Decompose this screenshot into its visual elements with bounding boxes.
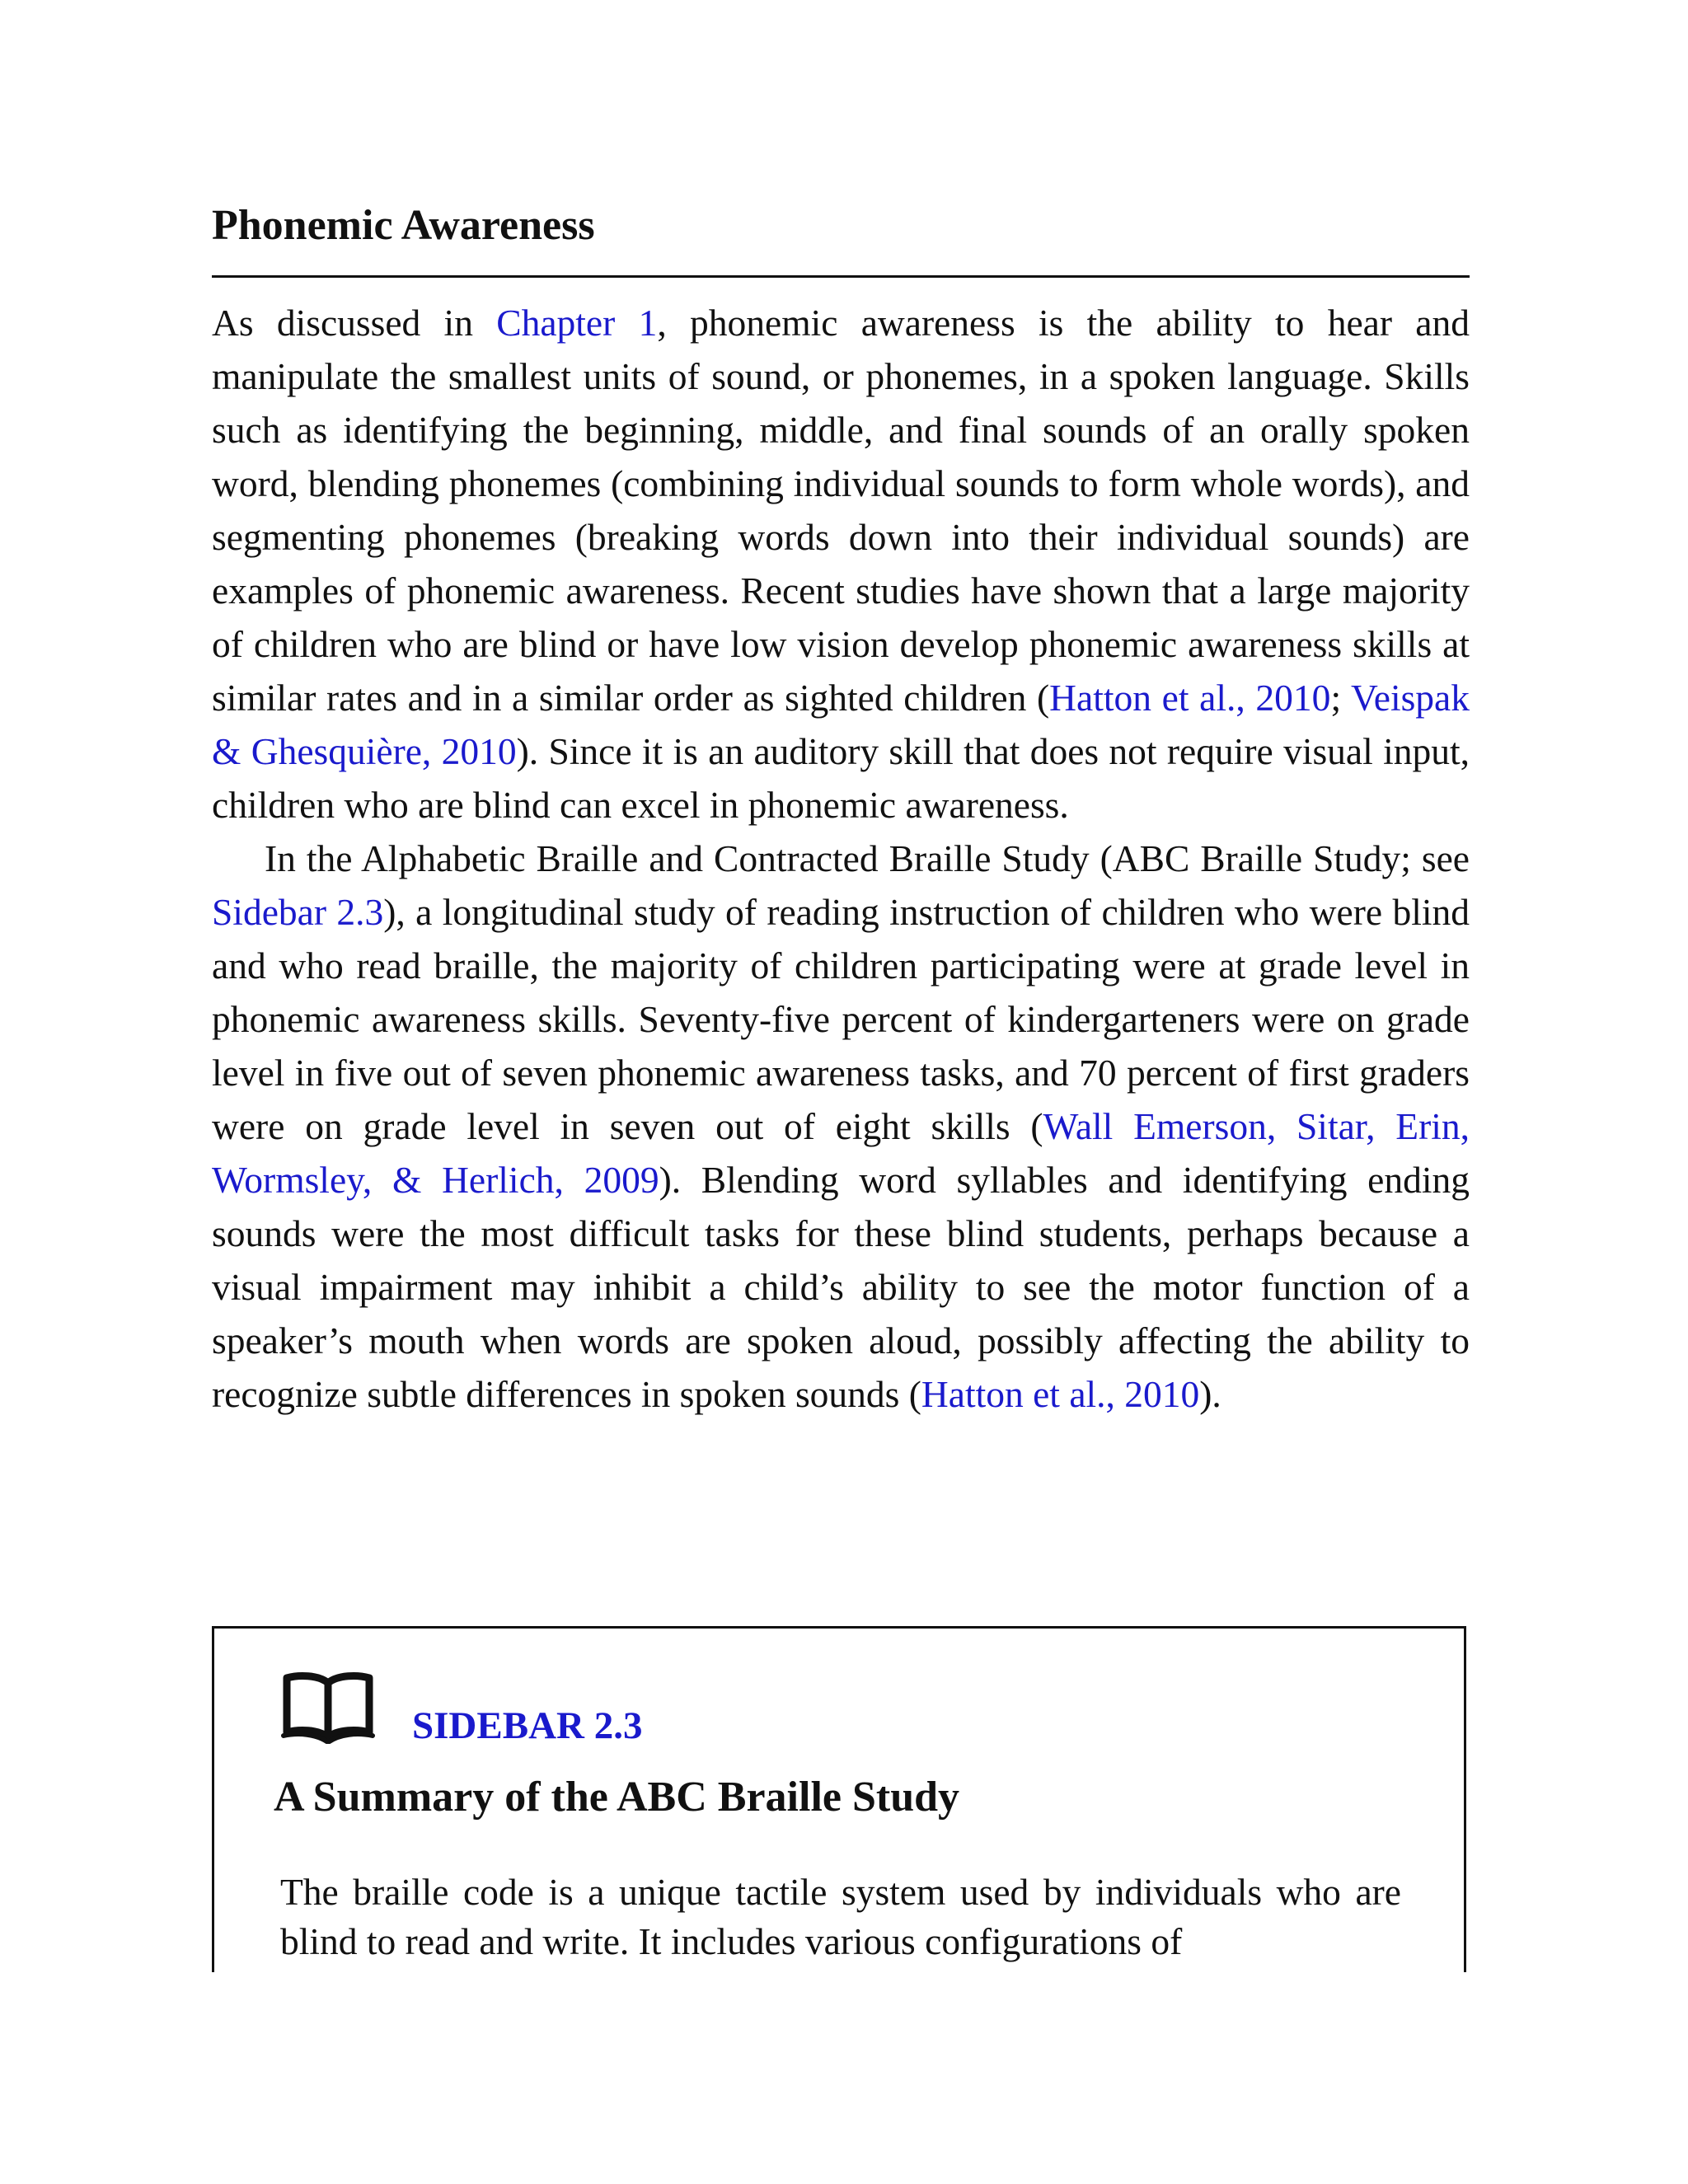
paragraph-2-text-1: In the Alphabetic Braille and Contracted Braille Study (ABC Braille Study; see [265,837,1470,879]
main-content [212,196,1470,1421]
chapter-1-link[interactable]: Chapter 1 [496,302,658,344]
sidebar-2-3-link[interactable]: Sidebar 2.3 [212,891,384,933]
wall-emerson-2009-link[interactable]: Wall Emerson, Sitar, Erin, Wormsley, & Herlich, 2009 [212,1105,1470,1201]
paragraph-1-text-4: ). Since it is an auditory skill that does not require visual input, children who are blind can excel in phonemic awareness. [212,730,1470,826]
paragraph-2-text-2: ), a longitudinal study of reading instruction of children who were blind and who read braille, the majority of children participating were at grade level in phonemic awareness skills. Seventy-five percent of kindergarteners were on grade level in five out of seven phonemic awareness tasks, and 70 percent of first graders were on grade level in seven out of eight skills ( [212,891,1470,1147]
paragraph-1 [212,296,1470,832]
sidebar-body-text: The braille code is a unique tactile system used by individuals who are blind to read and write. It includes various configurations of [280,1871,1401,1962]
sidebar-title: A Summary of the ABC Braille Study [274,1774,960,1821]
paragraph-1-text-3: ; [1330,677,1351,719]
sidebar-box [212,1626,1466,1972]
paragraph-2-text-3: ). Blending word syllables and identifying ending sounds were the most difficult tasks for these blind students, perhaps because a visual impairment may inhibit a child’s ability to see the motor function of a speaker’s mouth when words are spoken aloud, possibly affecting the ability to recognize subtle differences in spoken sounds ( [212,1159,1470,1415]
hatton-2010-link-2[interactable]: Hatton et al., 2010 [921,1373,1200,1415]
hatton-2010-link[interactable]: Hatton et al., 2010 [1049,677,1331,719]
section-heading: Phonemic Awareness [212,202,595,249]
sidebar-header [280,1653,643,1747]
paragraph-1-text-2: , phonemic awareness is the ability to hear and manipulate the smallest units of sound, or phonemes, in a spoken language. Skills such as identifying the beginning, middle, and final sounds of an orally spoken word, blending phonemes (combining individual sounds to form whole words), and segmenting phonemes (breaking words down into their individual sounds) are examples of phonemic awareness. Recent studies have shown that a large majority of children who are blind or have low vision develop phonemic awareness skills at similar rates and in a similar order as sighted children ( [212,302,1470,719]
paragraph-2 [212,832,1470,1421]
paragraph-1-text-1: As discussed in [212,302,497,344]
veispak-ghesquiere-2010-link[interactable]: Veispak & Ghesquière, 2010 [212,677,1470,772]
open-book-icon [280,1671,376,1744]
heading-rule [212,275,1470,278]
sidebar-label: SIDEBAR 2.3 [412,1704,643,1747]
paragraph-2-text-4: ). [1199,1373,1221,1415]
